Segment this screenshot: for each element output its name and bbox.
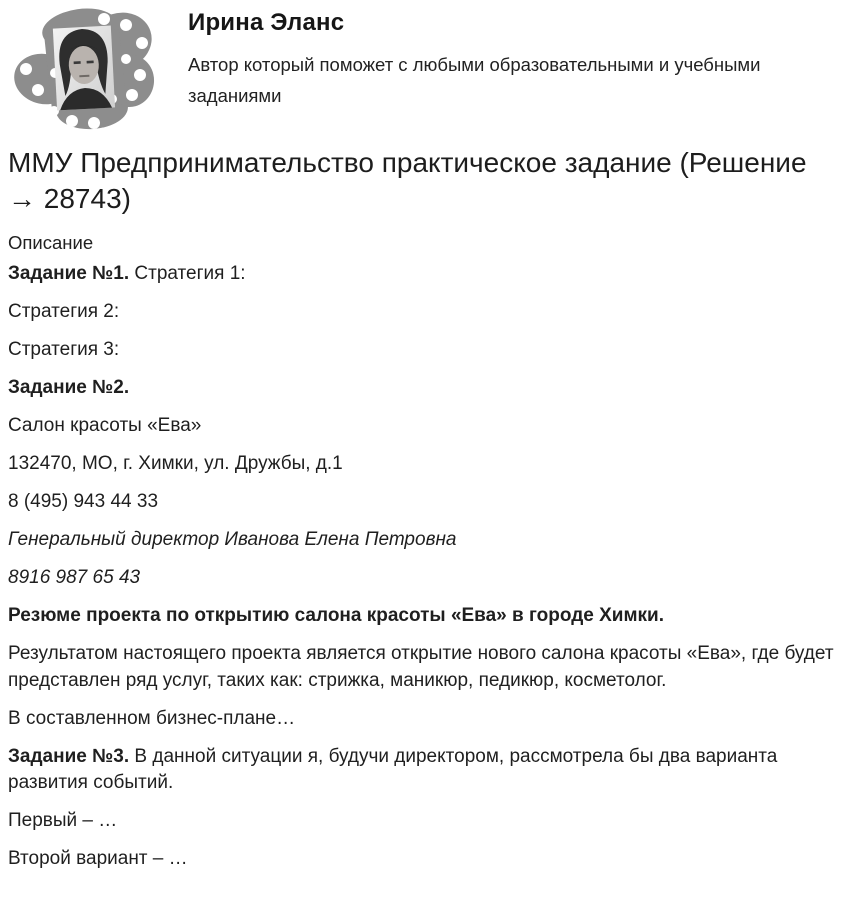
paragraph-bold: Задание №1.: [8, 263, 135, 284]
author-header: [8, 3, 839, 131]
document-content: [8, 261, 839, 873]
paragraph: [8, 565, 839, 592]
paragraph: [8, 413, 839, 440]
paragraph-text: В данной ситуации я, будучи директором, рассмотрела бы два варианта развития событий.: [8, 745, 778, 793]
paragraph-text: 132470, МО, г. Химки, ул. Дружбы, д.1: [8, 453, 343, 474]
paragraph-text: Второй вариант – …: [8, 848, 188, 869]
paragraph: [8, 489, 839, 516]
paragraph-bold: Задание №3.: [8, 745, 135, 767]
paragraph-text: Стратегия 3:: [8, 339, 120, 360]
paragraph-text: Стратегия 2:: [8, 301, 120, 322]
paragraph: [8, 744, 839, 797]
paragraph: [8, 527, 839, 554]
paragraph-text: Салон красоты «Ева»: [8, 415, 202, 436]
paragraph-text: Стратегия 1:: [134, 263, 246, 284]
page-title: ММУ Предпринимательство практическое задание (Решение → 28743): [8, 147, 807, 214]
paragraph: [8, 299, 839, 326]
paragraph-italic: 8916 987 65 43: [8, 567, 141, 588]
paragraph-bold: Резюме проекта по открытию салона красоты «Ева» в городе Химки.: [8, 605, 664, 626]
paragraph-text: Результатом настоящего проекта является открытие нового салона красоты «Ева», где будет представлен ряд услуг, таких как: стрижка, маникюр, педикюр, косметолог.: [8, 643, 834, 691]
author-subtitle: Автор который поможет с любыми образовательными и учебными заданиями: [188, 54, 761, 106]
paragraph: [8, 706, 839, 733]
paragraph-text: 8 (495) 943 44 33: [8, 491, 159, 512]
author-header-text: [188, 3, 774, 111]
description-label: Описание: [8, 232, 94, 253]
paragraph: [8, 603, 839, 630]
paragraph: [8, 261, 839, 288]
author-name: Ирина Эланс: [188, 9, 345, 36]
paragraph-text: Первый – …: [8, 810, 118, 831]
paragraph: [8, 641, 839, 694]
paragraph-bold: Задание №2.: [8, 377, 130, 398]
paragraph: [8, 375, 839, 402]
paragraph: [8, 337, 839, 364]
paragraph: [8, 451, 839, 478]
author-avatar-icon: [8, 3, 158, 131]
paragraph-text: В составленном бизнес-плане…: [8, 707, 296, 729]
paragraph-italic: Генеральный директор Иванова Елена Петровна: [8, 529, 457, 550]
paragraph: [8, 808, 839, 835]
paragraph: [8, 846, 839, 873]
